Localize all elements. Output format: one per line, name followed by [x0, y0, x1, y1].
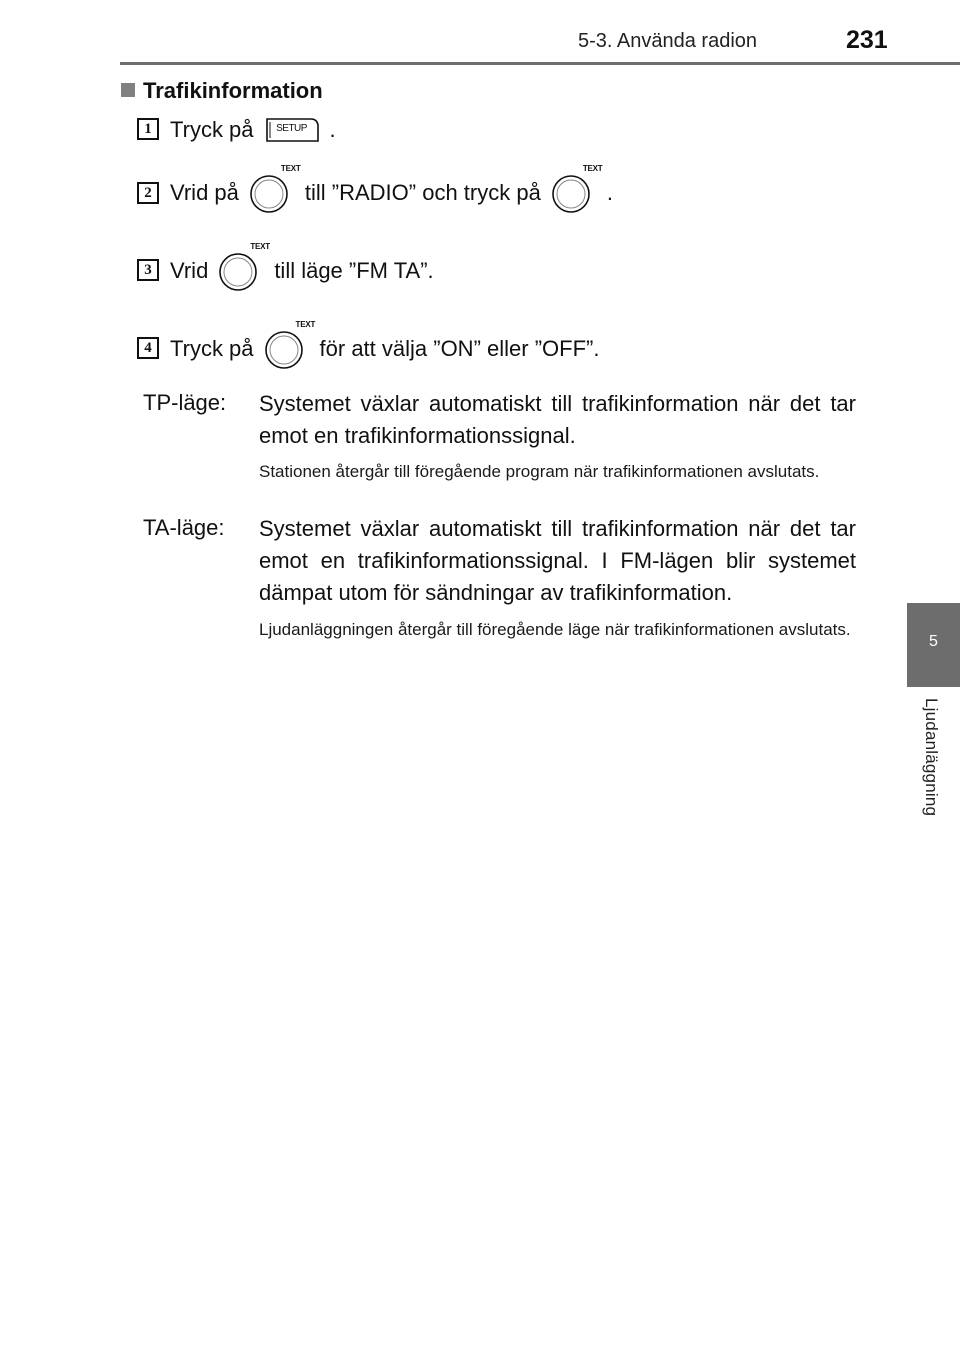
knob-label: TEXT — [295, 320, 316, 329]
setup-button-label: SETUP — [276, 123, 307, 134]
step-1-text-b: . — [329, 117, 336, 142]
text-knob-icon — [249, 164, 301, 216]
step-4-text-b: för att välja ”ON” eller ”OFF”. — [319, 336, 600, 361]
step-4-text-a: Tryck på — [170, 336, 254, 361]
mode-note: Stationen återgår till föregående program när trafikinformationen avslutats. — [259, 462, 820, 481]
text-knob-icon — [551, 164, 603, 216]
step-number-badge: 3 — [137, 259, 159, 281]
step-1-line — [170, 114, 336, 146]
step-2-text-b: till ”RADIO” och tryck på — [304, 180, 541, 205]
mode-description: Systemet växlar automatiskt till trafikinformation när det tar emot en trafikinformationssignal. — [259, 391, 856, 448]
step-1-text-a: Tryck på — [170, 117, 254, 142]
step-number-badge: 4 — [137, 337, 159, 359]
mode-description: Systemet växlar automatiskt till trafikinformation när det tar emot en trafikinformationssignal. I FM-lägen blir systemet dämpat utom för sändningar av trafikinformation. — [259, 516, 856, 605]
chapter-tab-label: Ljudanläggning — [922, 698, 941, 817]
mode-term: TP-läge: — [143, 390, 227, 415]
chapter-tab — [907, 603, 960, 687]
step-number-badge: 2 — [137, 182, 159, 204]
header-section-title: 5-3. Använda radion — [578, 30, 758, 52]
chapter-tab-number: 5 — [929, 633, 938, 650]
step-3-text-b: till läge ”FM TA”. — [274, 258, 434, 283]
step-number-badge: 1 — [137, 118, 159, 140]
text-knob-icon — [264, 320, 316, 372]
section-heading — [121, 78, 323, 104]
step-4-line — [170, 320, 600, 372]
knob-label: TEXT — [250, 242, 270, 251]
mode-note: Ljudanläggningen återgår till föregående läge när trafikinformationen avslutats. — [259, 620, 851, 639]
bullet-square-icon — [121, 83, 135, 97]
step-3-text-a: Vrid — [170, 258, 209, 283]
section-heading-text: Trafikinformation — [143, 78, 323, 103]
setup-button-icon — [264, 117, 320, 143]
page-number: 231 — [846, 26, 888, 54]
step-2-text-c: . — [606, 180, 613, 205]
header-divider — [120, 62, 960, 65]
step-2-line — [170, 164, 613, 216]
step-2-text-a: Vrid på — [170, 180, 239, 205]
text-knob-icon — [218, 242, 270, 294]
step-3-line — [170, 242, 434, 294]
knob-label: TEXT — [280, 164, 301, 173]
knob-label: TEXT — [582, 164, 603, 173]
mode-term: TA-läge: — [143, 515, 225, 540]
